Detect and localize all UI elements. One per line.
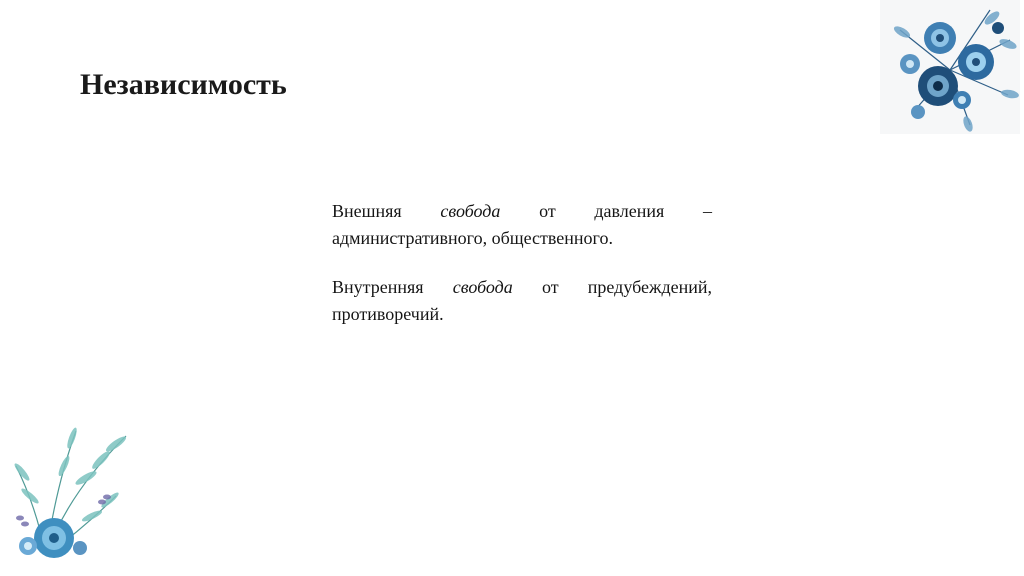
flower-branch-image xyxy=(6,426,140,561)
paragraph-internal-freedom xyxy=(332,274,712,328)
paragraph-text: от давления – административного, общественного. xyxy=(332,201,712,248)
slide-body xyxy=(332,198,712,350)
paragraph-text: Внутренняя xyxy=(332,277,453,297)
emphasis-word: свобода xyxy=(440,201,501,221)
slide-title: Независимость xyxy=(80,68,287,101)
paragraph-external-freedom xyxy=(332,198,712,252)
paragraph-text: от предубеждений, противоречий. xyxy=(332,277,712,324)
flower-bouquet-image xyxy=(880,0,1020,134)
emphasis-word: свобода xyxy=(452,277,513,297)
paragraph-text: Внешняя xyxy=(332,201,441,221)
